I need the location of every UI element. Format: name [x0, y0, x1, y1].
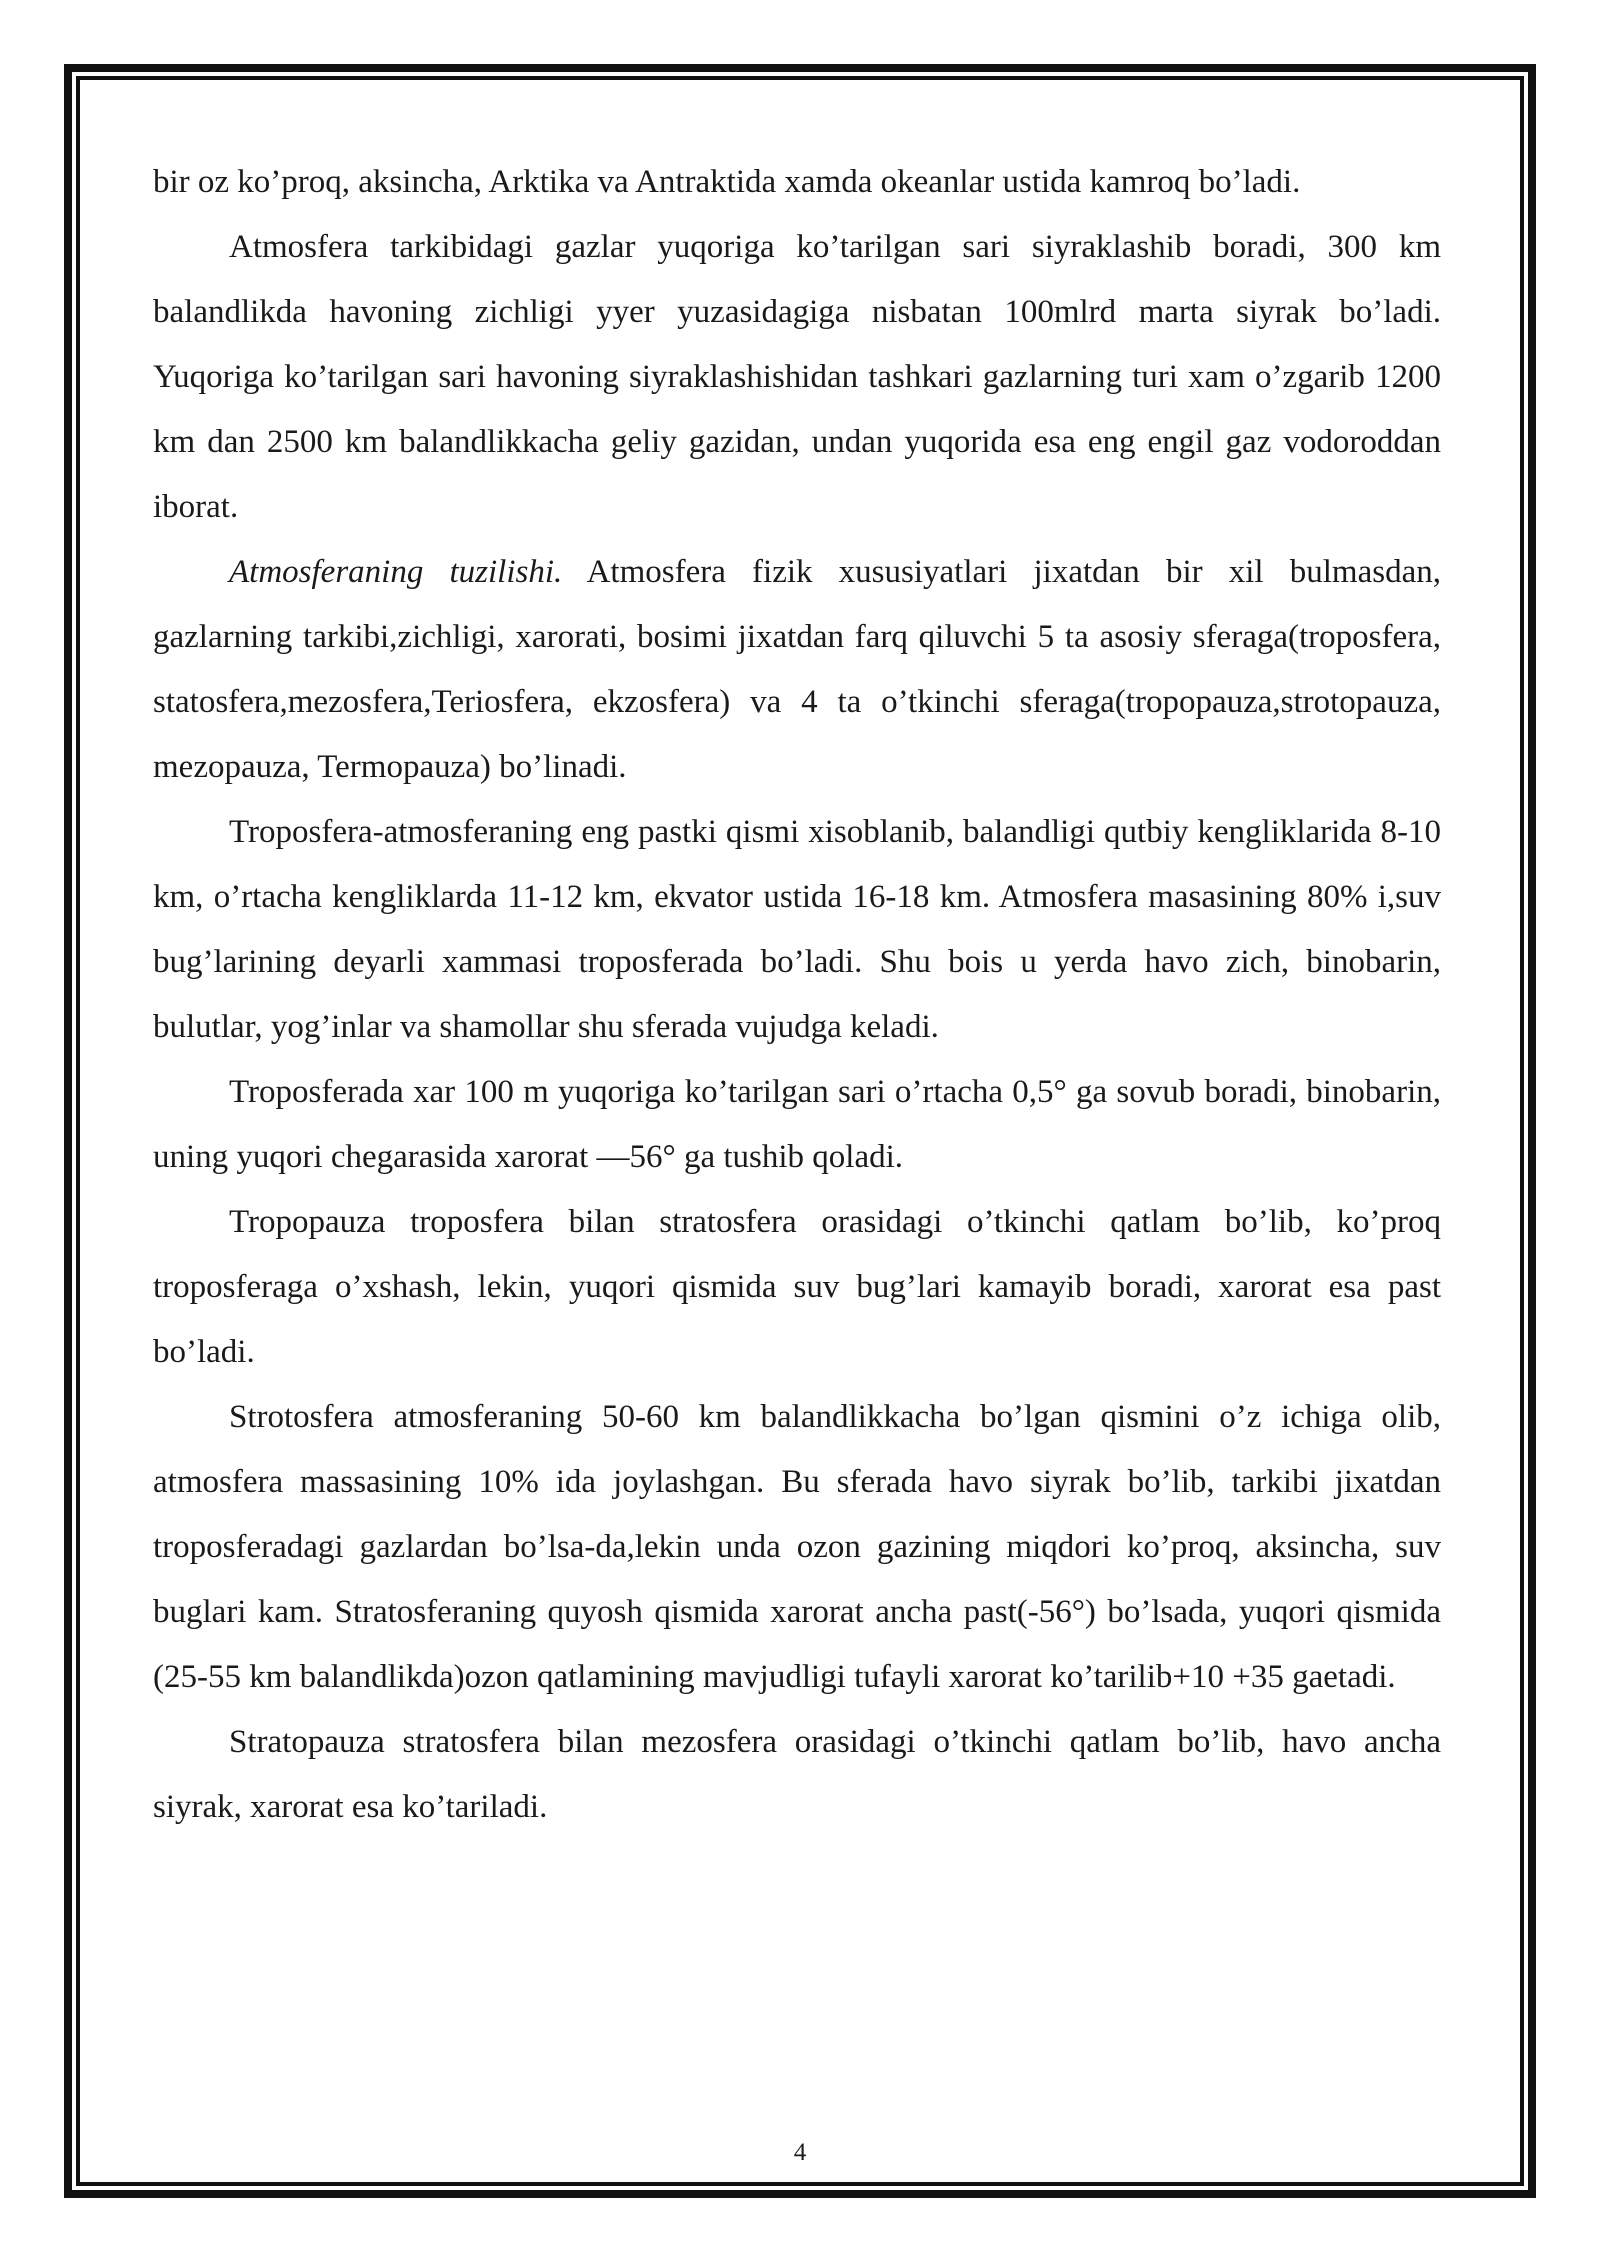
paragraph-7: [153, 1385, 1441, 1710]
paragraph-5: [153, 1060, 1441, 1190]
paragraph-6: [153, 1190, 1441, 1385]
paragraph-3-italic-lead: Atmosferaning tuzilishi.: [229, 554, 563, 590]
paragraph-1: [153, 150, 1441, 215]
paragraph-2: [153, 215, 1441, 540]
paragraph-8-text: Stratopauza stratosfera bilan mezosfera orasidagi o’tkinchi qatlam bo’lib, havo ancha siyrak, xarorat esa ko’tariladi.: [153, 1724, 1441, 1825]
paragraph-3-text: Atmosfera fizik xususiyatlari jixatdan bir xil bulmasdan, gazlarning tarkibi,zichligi, xarorati, bosimi jixatdan farq qiluvchi 5 ta asosiy sferaga(troposfera, statosfera,mezosfera,Teriosfera, ekzosfera) va 4 ta o’tkinchi sferaga(tropopauza,strotopauza, mezopauza, Termopauza) bo’linadi.: [153, 554, 1441, 785]
paragraph-4-text: Troposfera-atmosferaning eng pastki qismi xisoblanib, balandligi qutbiy kengliklarida 8-10 km, o’rtacha kengliklarda 11-12 km, ekvator ustida 16-18 km. Atmosfera masasining 80% i,suv bug’larining deyarli xammasi troposferada bo’ladi. Shu bois u yerda havo zich, binobarin, bulutlar, yog’inlar va shamollar shu sferada vujudga keladi.: [153, 814, 1441, 1045]
paragraph-3: [153, 540, 1441, 800]
paragraph-8: [153, 1710, 1441, 1840]
paragraph-6-text: Tropopauza troposfera bilan stratosfera orasidagi o’tkinchi qatlam bo’lib, ko’proq troposferaga o’xshash, lekin, yuqori qismida suv bug’lari kamayib boradi, xarorat esa past bo’ladi.: [153, 1204, 1441, 1370]
paragraph-4: [153, 800, 1441, 1060]
paragraph-2-text: Atmosfera tarkibidagi gazlar yuqoriga ko’tarilgan sari siyraklashib boradi, 300 km balandlikda havoning zichligi yyer yuzasidagiga nisbatan 100mlrd marta siyrak bo’ladi. Yuqoriga ko’tarilgan sari havoning siyraklashishidan tashkari gazlarning turi xam o’zgarib 1200 km dan 2500 km balandlikkacha geliy gazidan, undan yuqorida esa eng engil gaz vodoroddan iborat.: [153, 229, 1441, 525]
page-body: [153, 150, 1441, 1840]
paragraph-5-text: Troposferada xar 100 m yuqoriga ko’tarilgan sari o’rtacha 0,5° ga sovub boradi, binobarin, uning yuqori chegarasida xarorat —56° ga tushib qoladi.: [153, 1074, 1441, 1175]
page-number: 4: [793, 2139, 807, 2166]
paragraph-1-text: bir oz ko’proq, aksincha, Arktika va Antraktida xamda okeanlar ustida kamroq bo’ladi.: [153, 164, 1301, 200]
paragraph-7-text: Strotosfera atmosferaning 50-60 km balandlikkacha bo’lgan qismini o’z ichiga olib, atmosfera massasining 10% ida joylashgan. Bu sferada havo siyrak bo’lib, tarkibi jixatdan troposferadagi gazlardan bo’lsa-da,lekin unda ozon gazining miqdori ko’proq, aksincha, suv buglari kam. Stratosferaning quyosh qismida xarorat ancha past(-56°) bo’lsada, yuqori qismida (25-55 km balandlikda)ozon qatlamining mavjudligi tufayli xarorat ko’tarilib+10 +35 gaetadi.: [153, 1399, 1441, 1695]
